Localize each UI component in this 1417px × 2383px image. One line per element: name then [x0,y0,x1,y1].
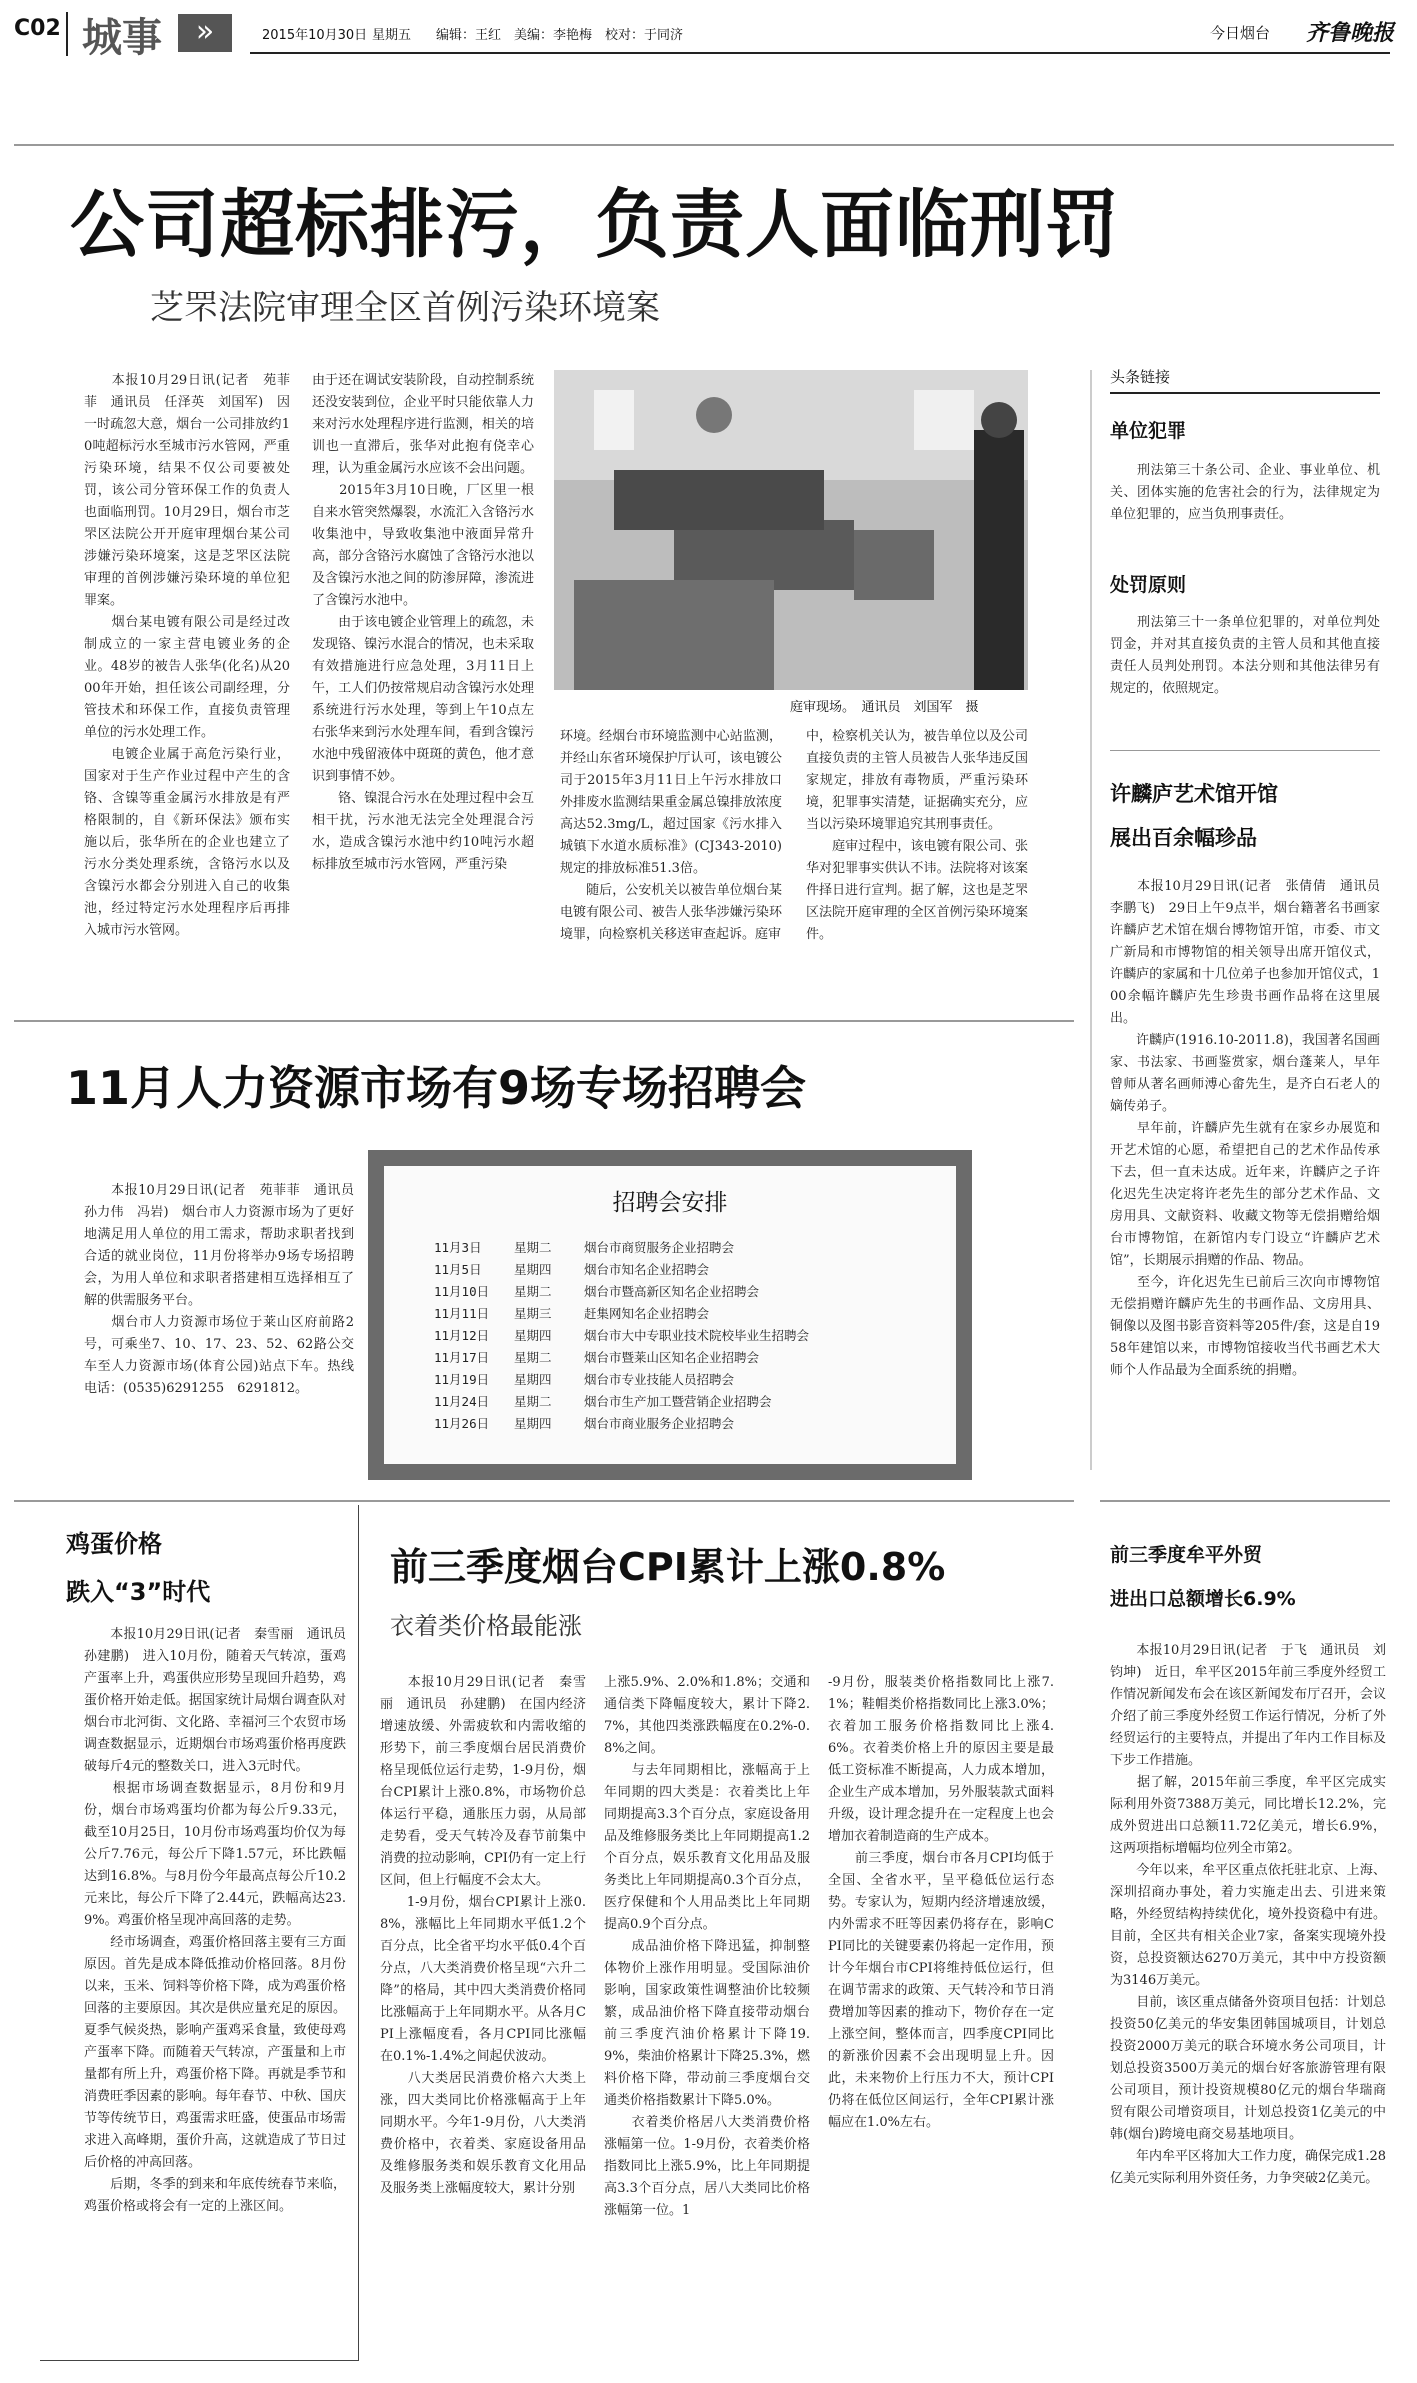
schedule-weekday: 星期四 [514,1372,552,1387]
schedule-date: 11月11日 [434,1306,490,1321]
schedule-row [434,1326,934,1348]
schedule-event-name: 烟台市生产加工暨营销企业招聘会 [584,1394,772,1409]
sidebar-rule-3 [1100,1500,1390,1502]
cpi-subhead: 衣着类价格最能涨 [390,1612,582,1640]
egg-story-body: 本报10月29日讯(记者 秦雪丽 通讯员 孙建鹏) 进入10月份，随着天气转凉，蛋鸡产蛋率上升，鸡蛋供应形势呈现回升趋势，鸡蛋价格开始走低。据国家统计局烟台调查队对烟台市北河街、文化路、幸福河三个农贸市场调查数据显示，近期烟台市场鸡蛋价格再度跌破每斤4元的整数关口，进入3元时代。 根据市场调查数据显示，8月份和9月份，烟台市场鸡蛋均价都为每公斤9.33元，截至10月25日，10月份市场鸡蛋均价仅为每公斤7.76元，每公斤下降1.57元，环比跌幅达到16.8%。与8月份今年最高点每公斤10.2元来比，每公斤下降了2.44元，跌幅高达23.9%。鸡蛋价格呈现冲高回落的走势。 经市场调查，鸡蛋价格回落主要有三方面原因。首先是成本降低推动价格回落。8月份以来，玉米、饲料等价格下降，成为鸡蛋价格回落的主要原因。其次是供应量充足的原因。夏季气候炎热，影响产蛋鸡采食量，致使母鸡产蛋率下降。而随着天气转凉，产蛋量和上市量都有所上升，鸡蛋价格下降。再就是季节和消费旺季因素的影响。每年春节、中秋、国庆节等传统节日，鸡蛋需求旺盛，使蛋品市场需求进入高峰期，蛋价升高，这就造成了节日过后价格的冲高回落。 后期，冬季的到来和年底传统春节来临，鸡蛋价格或将会有一定的上涨区间。 [84,1627,346,2214]
sidebar-heading-1: 单位犯罪 [1110,420,1187,442]
main-story-col4: 中，检察机关认为，被告单位以及公司直接负责的主管人员被告人张华违反国家规定，排放有毒物质，严重污染环境，犯罪事实清楚，证据确实充分，应当以污染环境罪追究其刑事责任。 庭审过程中，该电镀有限公司、张华对犯罪事实供认不讳。法院将对该案件择日进行宣判。据了解，这也是芝罘区法院开庭审理的全区首例污染环境案件。 [806,729,1028,942]
schedule-row [434,1304,934,1326]
schedule-weekday: 星期二 [514,1284,552,1299]
schedule-weekday: 星期四 [514,1416,552,1431]
sidebar-heading-2: 处罚原则 [1110,574,1187,596]
schedule-row [434,1392,934,1414]
schedule-weekday: 星期四 [514,1328,552,1343]
editor-credits: 编辑：王红 美编：李艳梅 校对：于同济 [436,28,684,43]
schedule-event-name: 烟台市暨高新区知名企业招聘会 [584,1284,760,1299]
main-story-col1: 本报10月29日讯(记者 苑菲菲 通讯员 任泽英 刘国军) 因一时疏忽大意，烟台一公司排放约10吨超标污水至城市污水管网，严重污染环境，结果不仅公司要被处罚，该公司分管环保工作的负责人也面临刑罚。10月29日，烟台市芝罘区法院公开开庭审理烟台某公司涉嫌污染环境案，这是芝罘区法院审理的首例涉嫌污染环境的单位犯罪案。 烟台某电镀有限公司是经过改制成立的一家主营电镀业务的企业。48岁的被告人张华(化名)从2000年开始，担任该公司副经理，分管技术和环保工作，直接负责管理单位的污水处理工作。 电镀企业属于高危污染行业，国家对于生产作业过程中产生的含铬、含镍等重金属污水排放是有严格限制的，自《新环保法》颁布实施以后，张华所在的企业也建立了污水分类处理系统，含铬污水以及含镍污水都会分别进入自己的收集池，经过特定污水处理程序后再排入城市污水管网。 [84,373,290,938]
schedule-event-name: 烟台市暨莱山区知名企业招聘会 [584,1350,760,1365]
schedule-date: 11月12日 [434,1328,490,1343]
trade-story-body: 本报10月29日讯(记者 于飞 通讯员 刘钧坤) 近日，牟平区2015年前三季度外经贸工作情况新闻发布会在该区新闻发布厅召开，会议介绍了前三季度外经贸工作运行情况，分析了外经贸运行的主要特点，并提出了年内工作目标及下步工作措施。 据了解，2015年前三季度，牟平区完成实际利用外资7388万美元，同比增长12.2%，完成外贸进出口总额11.72亿美元，增长6.9%，这两项指标增幅均位列全市第2。 今年以来，牟平区重点依托驻北京、上海、深圳招商办事处，着力实施走出去、引进来策略，外经贸结构持续优化，境外投资稳中有进。目前，全区共有相关企业7家，备案实现境外投资，总投资额达6270万美元，其中中方投资额为3146万美元。 目前，该区重点储备外资项目包括：计划总投资50亿美元的华安集团韩国城项目，计划总投资2000万美元的联合环境水务公司项目，计划总投资3500万美元的烟台好客旅游管理有限公司项目，预计投资规模80亿元的烟台华瑞商贸有限公司增资项目，计划总投资1亿美元的中韩(烟台)跨境电商交易基地项目。 年内牟平区将加大工作力度，确保完成1.28亿美元实际利用外资任务，力争突破2亿美元。 [1110,1643,1386,2186]
sidebar-rule [1110,392,1380,394]
schedule-date: 11月3日 [434,1240,482,1255]
schedule-event-name: 烟台市专业技能人员招聘会 [584,1372,735,1387]
schedule-event-name: 烟台市商业服务企业招聘会 [584,1416,735,1431]
schedule-date: 11月17日 [434,1350,490,1365]
main-subhead: 芝罘法院审理全区首例污染环境案 [150,288,660,328]
main-headline: 公司超标排污，负责人面临刑罚 [70,182,1120,268]
schedule-event-name: 烟台市大中专职业技术院校毕业生招聘会 [584,1328,810,1343]
schedule-event-name: 烟台市商贸服务企业招聘会 [584,1240,735,1255]
schedule-row [434,1414,934,1436]
schedule-date: 11月5日 [434,1262,482,1277]
sidebar-para-1: 刑法第三十条公司、企业、事业单位、机关、团体实施的危害社会的行为，法律规定为单位犯罪的，应当负刑事责任。 [1110,463,1380,522]
schedule-row [434,1238,934,1260]
sidebar-para-2: 刑法第三十一条单位犯罪的，对单位判处罚金，并对其直接负责的主管人员和其他直接责任人员判处刑罚。本法分则和其他法律另有规定的，依照规定。 [1110,615,1380,696]
issue-date: 2015年10月30日 [262,28,368,43]
section-rule-2 [14,1500,1074,1502]
schedule-event-name: 烟台市知名企业招聘会 [584,1262,710,1277]
photo-caption: 庭审现场。 通讯员 刘国军 摄 [790,700,979,715]
museum-headline-1: 许麟庐艺术馆开馆 [1110,782,1278,806]
schedule-date: 11月24日 [434,1394,490,1409]
schedule-title: 招聘会安排 [612,1190,728,1216]
issue-weekday: 星期五 [372,28,412,43]
page-number: C02 [14,16,61,41]
cpi-story-col1: 本报10月29日讯(记者 秦雪丽 通讯员 孙建鹏) 在国内经济增速放缓、外需疲软和内需收缩的形势下，前三季度烟台居民消费价格呈现低位运行走势，1-9月份，烟台CPI累计上涨0.8%，市场物价总体运行平稳，通胀压力弱，从局部走势看，受天气转冷及春节前集中消费的拉动影响，CPI仍有一定上行区间，但上行幅度不会太大。 1-9月份，烟台CPI累计上涨0.8%，涨幅比上年同期水平低1.2个百分点，比全省平均水平低0.4个百分点，八大类消费价格呈现“六升二降”的格局，其中四大类消费价格同比涨幅高于上年同期水平。从各月CPI上涨幅度看，各月CPI同比涨幅在0.1%-1.4%之间起伏波动。 八大类居民消费价格六大类上涨，四大类同比价格涨幅高于上年同期水平。今年1-9月份，八大类消费价格中，衣着类、家庭设备用品及维修服务类和娱乐教育文化用品及服务类上涨幅度较大，累计分别 [380,1675,586,2196]
cpi-headline: 前三季度烟台CPI累计上涨0.8% [390,1545,946,1589]
section-arrow-icon: » [178,14,232,52]
court-photo [554,370,1028,690]
schedule-date: 11月10日 [434,1284,490,1299]
schedule-row [434,1282,934,1304]
paper-logo: 齐鲁晚报 [1306,20,1395,46]
cpi-story-col2: 上涨5.9%、2.0%和1.8%；交通和通信类下降幅度较大，累计下降2.7%，其他四类涨跌幅度在0.2%-0.8%之间。 与去年同期相比，涨幅高于上年同期的四大类是：衣着类比上年同期提高3.3个百分点，家庭设备用品及维修服务类比上年同期提高1.2个百分点，娱乐教育文化用品及服务类比上年同期提高0.3个百分点，医疗保健和个人用品类比上年同期提高0.9个百分点。 成品油价格下降迅猛，抑制整体物价上涨作用明显。受国际油价影响，国家政策性调整油价比较频繁，成品油价格下降直接带动烟台前三季度汽油价格累计下降19.9%，柴油价格累计下降25.3%，燃料价格下降，带动前三季度烟台交通类价格指数累计下降5.0%。 衣着类价格居八大类消费价格涨幅第一位。1-9月份，衣着类价格指数同比上涨5.9%，比上年同期提高3.3个百分点，居八大类同比价格涨幅第一位。1 [604,1675,810,2218]
schedule-row [434,1370,934,1392]
schedule-weekday: 星期四 [514,1262,552,1277]
section-title: 城事 [82,15,162,61]
page-header [0,0,1417,80]
schedule-weekday: 星期三 [514,1306,552,1321]
trade-headline-2: 进出口总额增长6.9% [1110,1588,1296,1610]
section-rule [14,1020,1074,1022]
header-rule [250,52,1390,54]
schedule-box [368,1150,972,1480]
egg-headline-2: 跌入“3”时代 [66,1578,211,1606]
schedule-row [434,1260,934,1282]
jobs-story-body: 本报10月29日讯(记者 苑菲菲 通讯员 孙力伟 冯岩) 烟台市人力资源市场为了更好地满足用人单位的用工需求，帮助求职者找到合适的就业岗位，11月份将举办9场专场招聘会，为用人单位和求职者搭建相互选择相互了解的供需服务平台。 烟台市人力资源市场位于莱山区府前路2号，可乘坐7、10、17、23、52、62路公交车至人力资源市场(体育公园)站点下车。热线电话：(0535)6291255 6291812。 [84,1183,354,1396]
museum-headline-2: 展出百余幅珍品 [1110,826,1257,850]
courtroom-image [554,370,1028,690]
schedule-date: 11月26日 [434,1416,490,1431]
schedule-weekday: 星期二 [514,1240,552,1255]
trade-headline-1: 前三季度牟平外贸 [1110,1544,1263,1566]
cpi-story-col3: -9月份，服装类价格指数同比上涨7.1%；鞋帽类价格指数同比上涨3.0%；衣着加工服务价格指数同比上涨4.6%。衣着类价格上升的原因主要是最低工资标准不断提高，人力成本增加，企业生产成本增加，另外服装款式面料升级，设计理念提升在一定程度上也会增加衣着制造商的生产成本。 前三季度，烟台市各月CPI均低于全国、全省水平，呈平稳低位运行态势。专家认为，短期内经济增速放缓，内外需求不旺等因素仍将存在，影响CPI同比的关键要素仍将起一定作用，预计今年烟台市CPI将维持低位运行，但在调节需求的政策、天气转冷和节日消费增加等因素的推动下，物价存在一定上涨空间，整体而言，四季度CPI同比的新涨价因素不会出现明显上升。因此，未来物价上行压力不大，预计CPI仍将在低位区间运行，全年CPI累计涨幅应在1.0%左右。 [828,1675,1054,2130]
schedule-weekday: 星期二 [514,1394,552,1409]
sidebar-rule-2 [1110,750,1380,751]
museum-story-body: 本报10月29日讯(记者 张倩倩 通讯员 李鹏飞) 29日上午9点半，烟台籍著名书画家许麟庐艺术馆在烟台博物馆开馆，市委、市文广新局和市博物馆的相关领导出席开馆仪式，许麟庐的家属和十几位弟子也参加开馆仪式，100余幅许麟庐先生珍贵书画作品将在这里展出。 许麟庐(1916.10-2011.8)，我国著名国画家、书法家、书画鉴赏家，烟台蓬莱人，早年曾师从著名画师溥心畲先生，是齐白石老人的嫡传弟子。 早年前，许麟庐先生就有在家乡办展览和开艺术馆的心愿，希望把自己的艺术作品传承下去，但一直未达成。近年来，许麟庐之子许化迟先生决定将许老先生的部分艺术作品、文房用具、文献资料、收藏文物等无偿捐赠给烟台市博物馆，在新馆内专门设立“许麟庐艺术馆”，长期展示捐赠的作品、物品。 至今，许化迟先生已前后三次向市博物馆无偿捐赠许麟庐先生的书画作品、文房用具、铜像以及图书影音资料等205件/套，这是自1958年建馆以来，市博物馆接收当代书画艺术大师个人作品最为全面系统的捐赠。 [1110,879,1380,1378]
paper-label: 今日烟台 [1210,24,1271,42]
top-rule [14,144,1394,146]
schedule-row [434,1348,934,1370]
jobs-headline: 11月人力资源市场有9场专场招聘会 [66,1061,807,1115]
schedule-event-name: 赶集网知名企业招聘会 [584,1306,710,1321]
main-story-col3: 环境。经烟台市环境监测中心站监测，并经山东省环境保护厅认可，该电镀公司于2015年3月11日上午污水排放口外排废水监测结果重金属总镍排放浓度高达52.3mg/L，超过国家《污水排入城镇下水道水质标准》(CJ343-2010)规定的排放标准51.3倍。 随后，公安机关以被告单位烟台某电镀有限公司、被告人张华涉嫌污染环境罪，向检察机关移送审查起诉。庭审 [560,729,782,942]
schedule-list [434,1238,934,1436]
sidebar-label: 头条链接 [1110,368,1171,386]
schedule-panel [384,1166,956,1464]
main-story-col2: 由于还在调试安装阶段，自动控制系统还没安装到位，企业平时只能依靠人力来对污水处理程序进行监测，相关的培训也一直滞后，张华对此抱有侥幸心理，认为重金属污水应该不会出问题。 2015年3月10日晚，厂区里一根自来水管突然爆裂，水流汇入含铬污水收集池中，导致收集池中液面异常升高，部分含铬污水腐蚀了含铬污水池以及含镍污水池之间的防渗屏障，渗流进了含镍污水池中。 由于该电镀企业管理上的疏忽，未发现铬、镍污水混合的情况，也未采取有效措施进行应急处理，3月11日上午，工人们仍按常规启动含镍污水处理系统进行污水处理，等到上午10点左右张华来到污水处理车间，看到含镍污水池中残留液体中斑斑的黄色，他才意识到事情不妙。 铬、镍混合污水在处理过程中会互相干扰，污水池无法完全处理混合污水，造成含镍污水池中约10吨污水超标排放至城市污水管网，严重污染 [312,373,534,872]
schedule-date: 11月19日 [434,1372,490,1387]
header-divider [66,12,68,56]
schedule-weekday: 星期二 [514,1350,552,1365]
column-divider [1090,370,1092,1470]
egg-headline-1: 鸡蛋价格 [66,1530,162,1558]
